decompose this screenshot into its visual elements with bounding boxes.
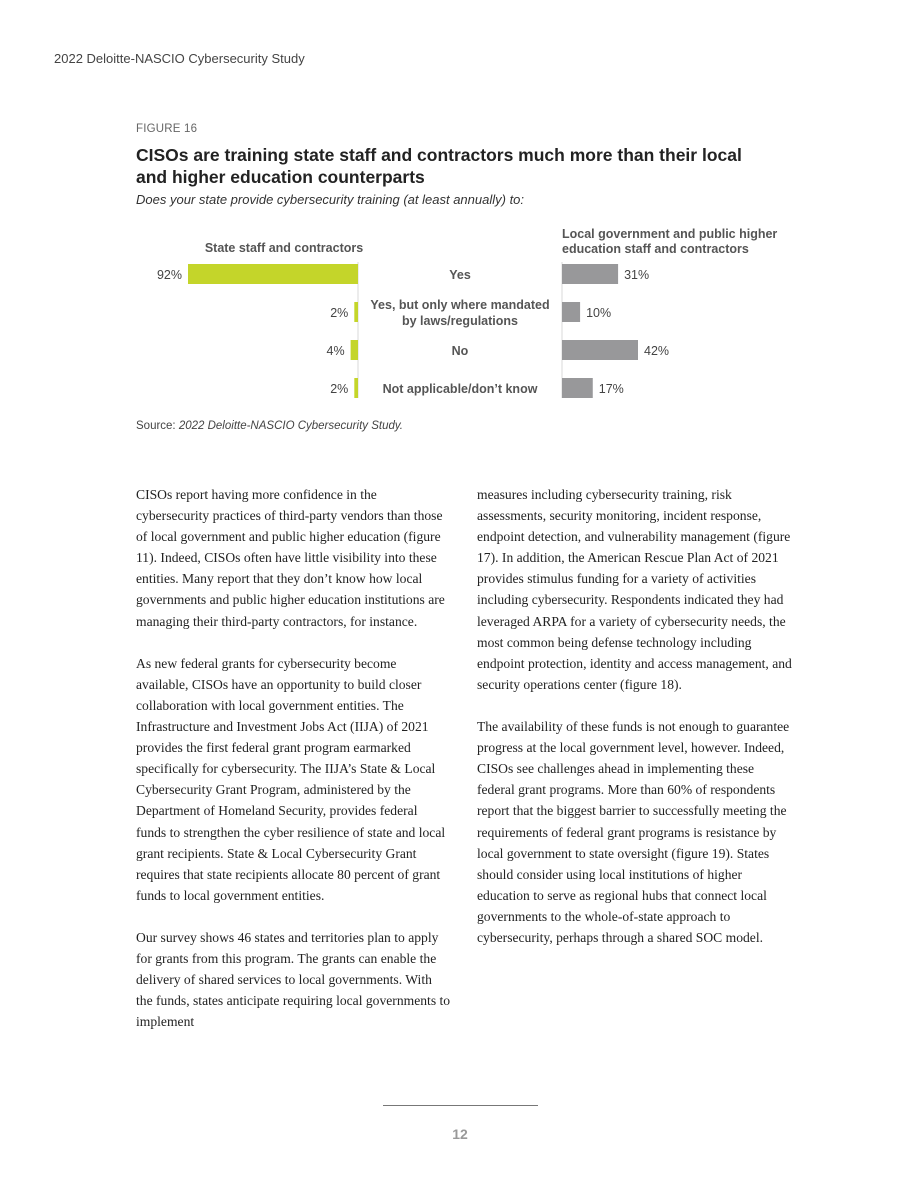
source-prefix: Source: [136,420,179,432]
series-label-local: Local government and public higher [562,227,778,241]
paragraph: As new federal grants for cybersecurity become available, CISOs have an opportunity to build closer collaboration with local government entities. The Infrastructure and Investment Jobs Act (IIJA) of 2021 provides the first federal grant program earmarked specifically for cybersecurity. The IIJA’s State & Local Cybersecurity Grant Program, administered by the Department of Homeland Security, provides federal funds to strengthen the cyber resilience of state and local grant recipients. State & Local Cybersecurity Grant requires that state recipients allocate 80 percent of grant funds to local government entities. [136,655,446,903]
bar-local-3 [562,378,593,398]
bar-local-0 [562,264,618,284]
category-label-3: Not applicable/don’t know [382,382,538,396]
paragraph: measures including cybersecurity training, risk assessments, security monitoring, incident response, endpoint detection, and vulnerability management (figure 17). In addition, the American Rescue Plan Act of 2021 provides stimulus funding for a variety of activities including cybersecurity. Respondents indicated they had leveraged ARPA for a variety of cybersecurity needs, the most common being defense technology including endpoint protection, identity and access management, and security operations center (figure 18). [477,487,792,692]
figure-source [136,420,403,432]
data-label-local-0: 31% [624,268,650,282]
data-label-state-3: 2% [330,382,349,396]
category-label-0: Yes [449,268,471,282]
bar-state-3 [354,378,358,398]
figure-title: CISOs are training state staff and contractors much more than their local and higher education counterparts [136,145,742,187]
series-label-state: State staff and contractors [204,241,364,255]
body-column-left [136,484,451,1054]
bar-state-0 [188,264,358,284]
category-label-1: Yes, but only where mandated [370,298,550,312]
data-label-state-2: 4% [326,344,345,358]
page-number: 12 [452,1126,468,1142]
data-label-local-1: 10% [586,306,612,320]
paragraph: Our survey shows 46 states and territories plan to apply for grants from this program. The grants can enable the delivery of shared services to local governments. With the funds, states anticipate requiring local governments to implement [136,929,451,1030]
category-label-2: No [451,344,469,358]
footer-divider [383,1105,538,1106]
category-label-1: by laws/regulations [401,314,519,328]
bar-state-2 [351,340,358,360]
data-label-local-2: 42% [644,344,670,358]
series-label-local: education staff and contractors [562,242,749,256]
data-label-local-3: 17% [598,382,624,396]
bar-local-2 [562,340,638,360]
butterfly-bar-chart [0,0,920,420]
paragraph: CISOs report having more confidence in the cybersecurity practices of third-party vendors than those of local government and public higher education (figure 11). Indeed, CISOs often have little visibility into these entities. Many report that they don’t know how local governments and public higher education institutions are managing their third-party contractors, for instance. [136,487,445,629]
bar-local-1 [562,302,580,322]
bar-state-1 [354,302,358,322]
data-label-state-1: 2% [330,306,349,320]
figure-label: FIGURE 16 [136,123,198,135]
data-label-state-0: 92% [156,268,182,282]
figure-question: Does your state provide cybersecurity training (at least annually) to: [136,192,525,207]
running-header: 2022 Deloitte-NASCIO Cybersecurity Study [54,51,305,66]
body-column-right [477,484,792,969]
source-title: 2022 Deloitte-NASCIO Cybersecurity Study. [178,420,403,432]
paragraph: The availability of these funds is not enough to guarantee progress at the local government level, however. Indeed, CISOs see challenges ahead in implementing these federal grant programs. More than 60% of respondents report that the biggest barrier to successfully meeting the requirements of federal grant programs is resistance by local government to state oversight (figure 19). States should consider using local institutions of higher education to serve as regional hubs that connect local governments to the whole-of-state approach to cybersecurity, perhaps through a shared SOC model. [477,719,790,945]
